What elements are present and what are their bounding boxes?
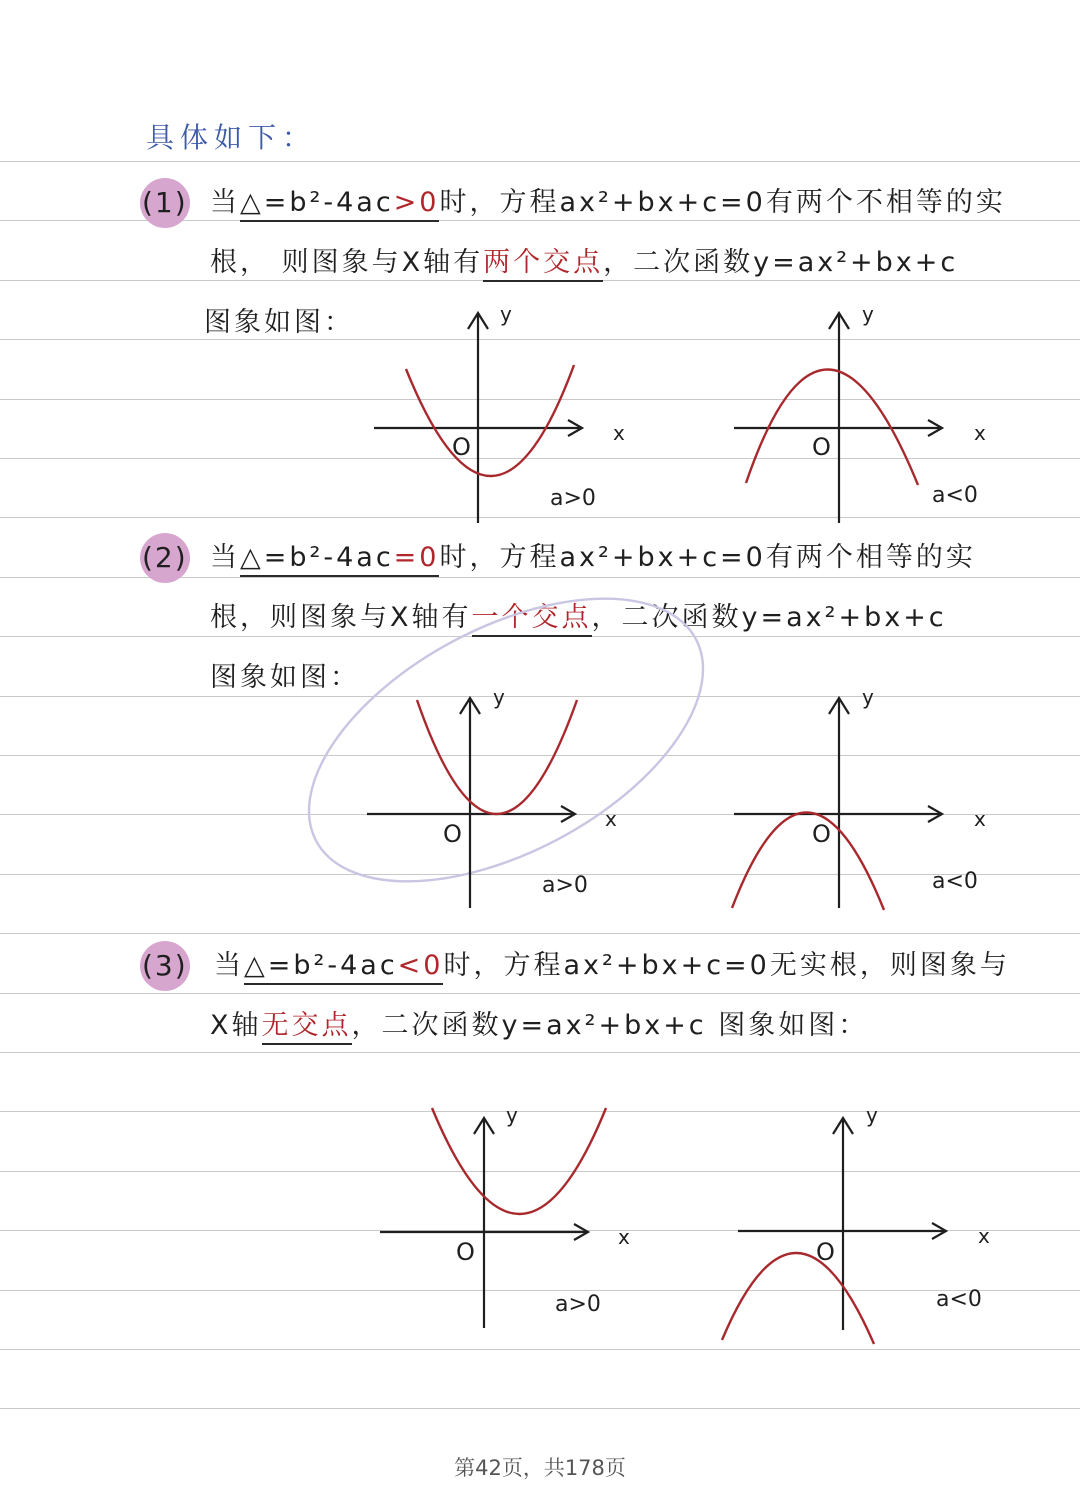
case-2-function: ，二次函数y=ax²+bx+c: [591, 602, 947, 633]
case-2-conclusion-pre: 根，则图象与X轴有: [210, 602, 472, 633]
case-3-statement: 时，方程ax²+bx+c=0无实根，则图象与: [443, 950, 1010, 981]
graph-2-a-positive: [355, 680, 655, 920]
a-condition-label: a>0: [555, 1292, 601, 1317]
a-condition-label: a<0: [932, 869, 978, 894]
case-1-intersections: 两个交点: [483, 247, 603, 282]
case-3-discriminant-sign: <0: [397, 950, 444, 981]
graph-3-a-positive: [370, 1100, 670, 1340]
case-2-when: 当: [210, 542, 240, 573]
origin-label: O: [443, 820, 462, 848]
case-1-line-1: [210, 186, 1006, 220]
graph-1-a-positive: [360, 295, 660, 525]
a-condition-label: a<0: [936, 1287, 982, 1312]
case-number-2: (2): [140, 533, 190, 583]
y-label: y: [506, 1103, 518, 1127]
parabola-down-one-root: [732, 812, 884, 910]
parabola-up-no-roots: [432, 1108, 606, 1214]
parabola-down-no-roots: [722, 1253, 874, 1344]
origin-label: O: [456, 1238, 475, 1266]
y-label: y: [493, 685, 505, 709]
x-label: x: [613, 421, 625, 445]
y-label: y: [862, 302, 874, 326]
page-footer: 第42页，共178页: [454, 1456, 626, 1480]
case-number-3: (3): [140, 941, 190, 991]
graph-2-a-negative: [720, 680, 1020, 920]
origin-label: O: [812, 820, 831, 848]
case-number-1: (1): [140, 178, 190, 228]
y-label: y: [500, 302, 512, 326]
x-label: x: [618, 1225, 630, 1249]
case-1-line-2: [210, 246, 958, 280]
case-3-when: 当: [214, 950, 244, 981]
case-1-conclusion-pre: 根， 则图象与X轴有: [210, 247, 484, 278]
page-heading: 具体如下：: [146, 121, 317, 154]
case-3-discriminant-expr: △=b²-4ac: [244, 950, 398, 981]
graph-3-a-negative: [720, 1100, 1020, 1350]
case-3-line-1: [214, 949, 1010, 983]
case-2-line-3: 图象如图：: [210, 662, 360, 693]
case-3-line-2: [210, 1009, 868, 1043]
origin-label: O: [816, 1238, 835, 1266]
x-label: x: [974, 421, 986, 445]
case-1-statement: 时，方程ax²+bx+c=0有两个不相等的实: [439, 187, 1006, 218]
case-1-function: ，二次函数y=ax²+bx+c: [603, 247, 959, 278]
case-2-discriminant-expr: △=b²-4ac: [240, 542, 394, 573]
parabola-up-two-roots: [406, 365, 574, 476]
a-condition-label: a>0: [550, 486, 596, 511]
x-label: x: [978, 1224, 990, 1248]
case-3-discriminant: [244, 950, 443, 985]
a-condition-label: a>0: [542, 873, 588, 898]
parabola-up-one-root: [417, 700, 577, 814]
case-2-discriminant: [240, 542, 439, 577]
case-3-function: ，二次函数y=ax²+bx+c 图象如图：: [351, 1010, 869, 1041]
case-2-line-1: [210, 541, 976, 575]
y-label: y: [866, 1103, 878, 1127]
origin-label: O: [452, 433, 471, 461]
case-1-discriminant-expr: △=b²-4ac: [240, 187, 394, 218]
x-label: x: [974, 807, 986, 831]
case-1-discriminant: [240, 187, 439, 222]
a-condition-label: a<0: [932, 483, 978, 508]
case-3-conclusion-pre: X轴: [210, 1010, 262, 1041]
graph-1-a-negative: [720, 295, 1020, 525]
case-2-intersections: 一个交点: [472, 602, 592, 637]
case-2-discriminant-sign: =0: [393, 542, 440, 573]
case-1-when: 当: [210, 187, 240, 218]
y-label: y: [862, 685, 874, 709]
case-3-intersections: 无交点: [262, 1010, 352, 1045]
case-1-line-3: 图象如图：: [204, 307, 354, 338]
x-label: x: [605, 807, 617, 831]
origin-label: O: [812, 433, 831, 461]
case-2-statement: 时，方程ax²+bx+c=0有两个相等的实: [439, 542, 976, 573]
case-1-discriminant-sign: >0: [393, 187, 440, 218]
